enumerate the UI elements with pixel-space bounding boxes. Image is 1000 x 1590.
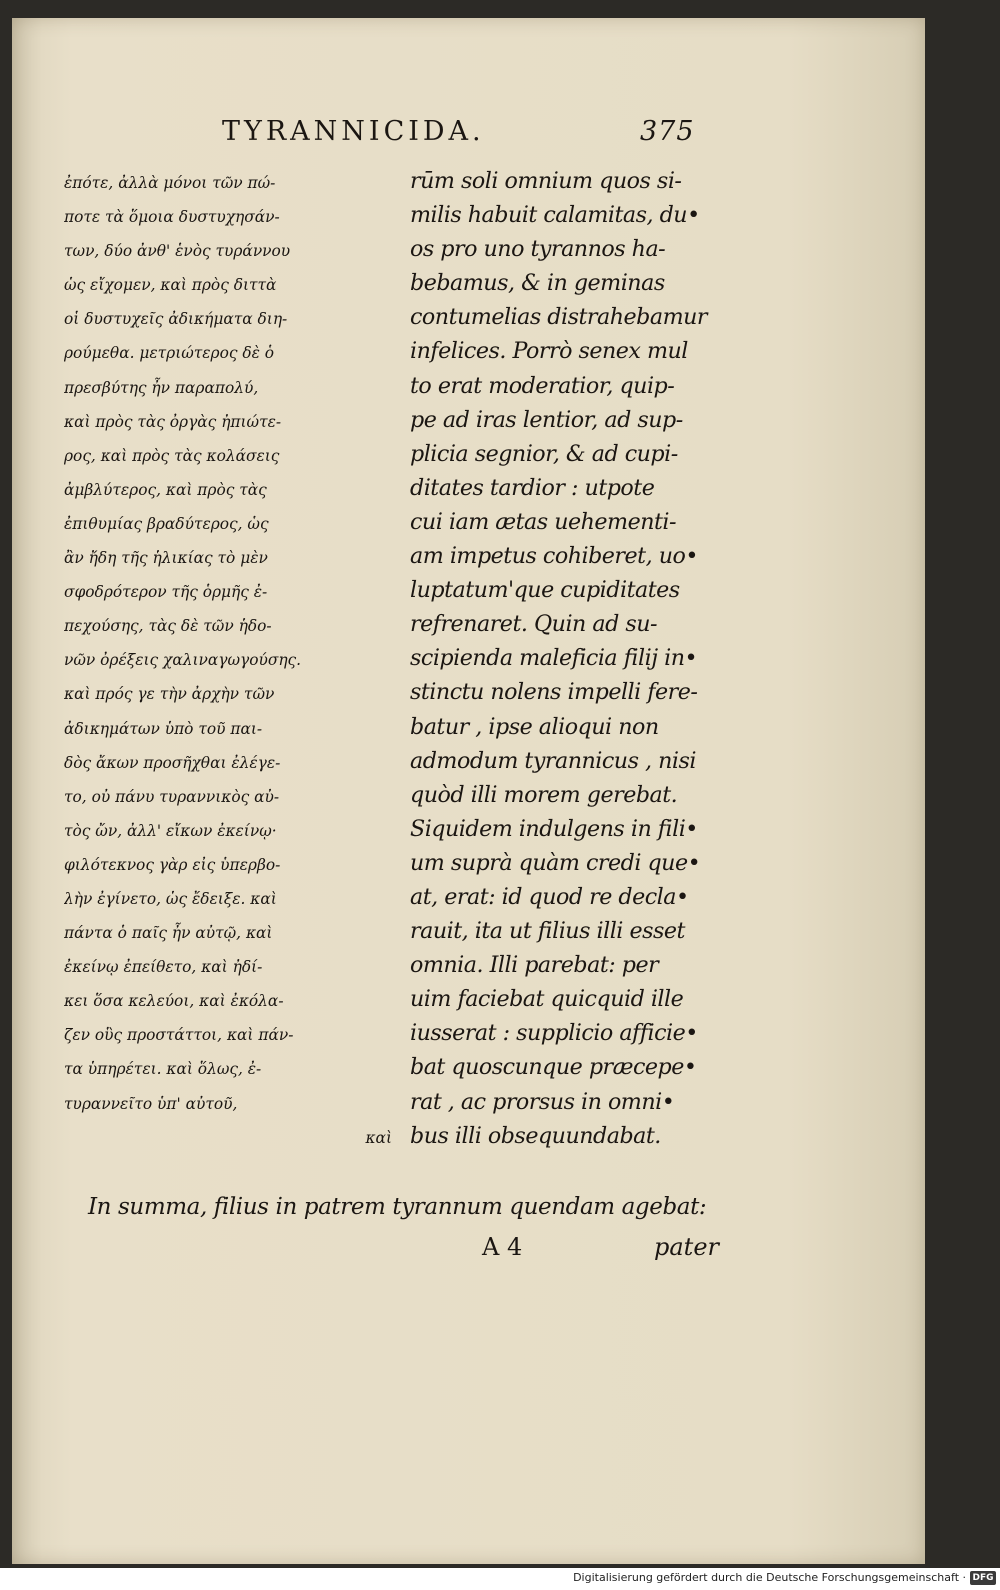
- text-line: admodum tyrannicus , nisi: [410, 747, 697, 774]
- text-line: κει ὅσα κελεύοι, καὶ ἐκόλα-: [64, 992, 284, 1011]
- text-line: refrenaret. Quin ad su-: [410, 611, 658, 638]
- text-line: δὸς ἄκων προσῆχθαι ἐλέγε-: [64, 753, 281, 772]
- text-line: καὶ: [365, 1128, 392, 1147]
- text-line: ζεν οὓς προστάττοι, καὶ πάν-: [64, 1026, 294, 1045]
- greek-text-column: [64, 166, 392, 1155]
- full-width-closing-line: In summa, filius in patrem tyrannum quendam agebat:: [88, 1194, 707, 1220]
- text-line: infelices. Porrò senex mul: [410, 338, 688, 365]
- text-line: am impetus cohiberet, uo•: [410, 543, 698, 570]
- text-line: contumelias distrahebamur: [410, 304, 708, 331]
- text-line: σφοδρότερον τῆς ὁρμῆς ἐ-: [64, 583, 268, 602]
- book-page: [12, 18, 925, 1564]
- text-line: os pro uno tyrannos ha-: [410, 236, 666, 263]
- text-line: τα ὑπηρέτει. καὶ ὅλως, ἐ-: [64, 1060, 262, 1079]
- text-line: καὶ πρὸς τὰς ὀργὰς ἠπιώτε-: [64, 412, 282, 431]
- text-line: stinctu nolens impelli fere-: [410, 679, 698, 706]
- text-line: φιλότεκνος γὰρ εἰς ὑπερβο-: [64, 855, 281, 874]
- text-line: scipienda maleficia filij in•: [410, 645, 698, 672]
- text-line: batur , ipse alioqui non: [410, 713, 659, 740]
- text-line: cui iam ætas uehementi-: [410, 508, 677, 535]
- signature-mark: A 4: [482, 1233, 523, 1261]
- digitization-footer: [0, 1568, 1000, 1590]
- text-line: των, δύο ἀνθ' ἑνὸς τυράννου: [64, 242, 291, 261]
- latin-text-column: [410, 164, 722, 1153]
- text-line: milis habuit calamitas, du•: [410, 202, 700, 229]
- text-line: iusserat : supplicio afficie•: [410, 1020, 698, 1047]
- text-line: ὡς εἴχομεν, καὶ πρὸς διττὰ: [64, 276, 277, 295]
- text-line: Siquidem indulgens in fili•: [410, 815, 698, 842]
- page-number: 375: [640, 116, 695, 147]
- text-line: ἐκείνῳ ἐπείθετο, καὶ ἠδί-: [64, 958, 263, 977]
- catchword: pater: [654, 1233, 719, 1261]
- text-line: ἀδικημάτων ὑπὸ τοῦ παι-: [64, 719, 263, 738]
- text-line: rūm soli omnium quos si-: [410, 168, 682, 194]
- text-line: καὶ πρός γε τὴν ἀρχὴν τῶν: [64, 685, 275, 704]
- text-line: πρεσβύτης ἦν παραπολύ,: [64, 378, 259, 397]
- text-line: ditates tardior : utpote: [410, 474, 655, 501]
- text-line: ποτε τὰ ὅμοια δυστυχησάν-: [64, 208, 280, 227]
- text-line: luptatum'que cupiditates: [410, 577, 680, 604]
- text-line: ἂν ἤδη τῆς ἡλικίας τὸ μὲν: [64, 549, 268, 568]
- running-title: TYRANNICIDA.: [222, 116, 485, 147]
- text-line: bebamus, & in geminas: [410, 270, 665, 297]
- text-line: uim faciebat quicquid ille: [410, 986, 684, 1013]
- text-line: ρούμεθα. μετριώτερος δὲ ὁ: [64, 344, 275, 363]
- text-line: bat quoscunque præcepe•: [410, 1054, 697, 1081]
- text-line: τὸς ὤν, ἀλλ' εἴκων ἐκείνῳ·: [64, 821, 277, 840]
- text-line: λὴν ἐγίνετο, ὡς ἔδειξε. καὶ: [64, 889, 277, 908]
- text-line: οἱ δυστυχεῖς ἀδικήματα διη-: [64, 310, 288, 329]
- text-line: πεχούσης, τὰς δὲ τῶν ἡδο-: [64, 617, 272, 636]
- text-line: ἀμβλύτερος, καὶ πρὸς τὰς: [64, 480, 267, 499]
- text-line: πάντα ὁ παῖς ἦν αὐτῷ, καὶ: [64, 924, 273, 943]
- text-line: ρος, καὶ πρὸς τὰς κολάσεις: [64, 446, 280, 465]
- text-line: at, erat: id quod re decla•: [410, 883, 689, 910]
- text-line: το, οὐ πάνυ τυραννικὸς αὐ-: [64, 787, 280, 806]
- text-line: to erat moderatior, quip-: [410, 372, 675, 399]
- dfg-logo-icon: DFG: [970, 1571, 996, 1585]
- footer-credit-text: Digitalisierung gefördert durch die Deutsche Forschungsgemeinschaft ·: [573, 1571, 966, 1584]
- text-line: τυραννεῖτο ὑπ' αὐτοῦ,: [64, 1094, 238, 1113]
- text-line: quòd illi morem gerebat.: [410, 781, 678, 808]
- text-line: ἐπότε, ἀλλὰ μόνοι τῶν πώ-: [64, 174, 276, 192]
- text-line: omnia. Illi parebat: per: [410, 952, 659, 979]
- text-line: um suprà quàm credi que•: [410, 849, 701, 876]
- text-line: νῶν ὀρέξεις χαλιναγωγούσης.: [64, 651, 302, 670]
- text-line: bus illi obsequundabat.: [410, 1122, 661, 1149]
- text-line: ἐπιθυμίας βραδύτερος, ὡς: [64, 514, 269, 533]
- text-line: plicia segnior, & ad cupi-: [410, 440, 678, 467]
- text-line: rat , ac prorsus in omni•: [410, 1088, 675, 1115]
- text-line: pe ad iras lentior, ad sup-: [410, 406, 683, 433]
- text-line: rauit, ita ut filius illi esset: [410, 918, 685, 945]
